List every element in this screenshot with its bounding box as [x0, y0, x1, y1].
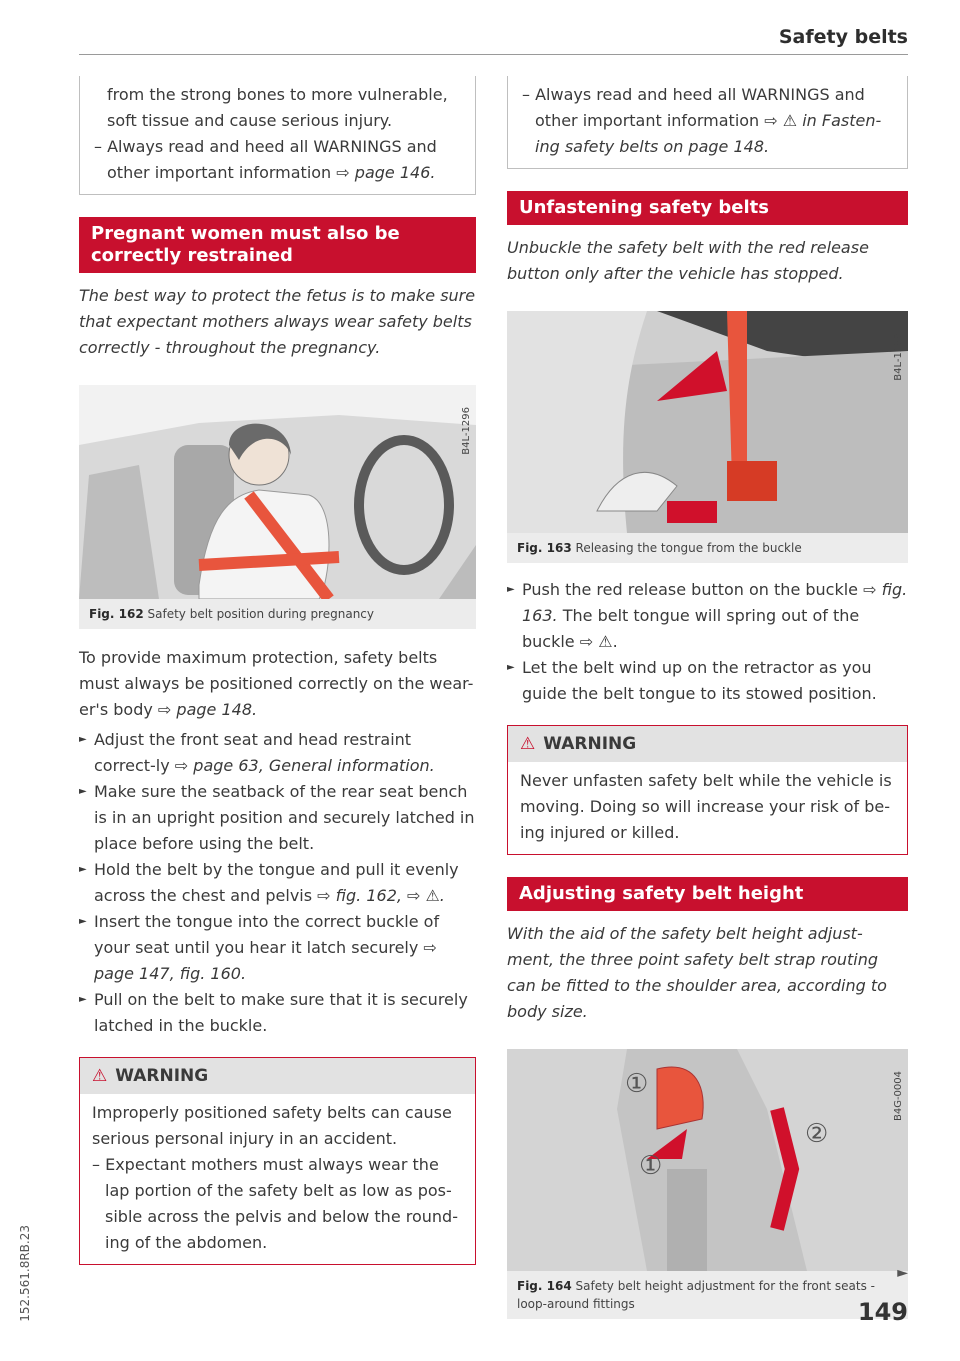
marker-one-top: ① [625, 1069, 649, 1099]
bullet-item [79, 779, 476, 857]
page-63-link[interactable]: page 63, General information. [193, 756, 435, 775]
fig-163-link[interactable]: fig. 163. [522, 580, 908, 625]
figure-162-illustration [79, 385, 476, 599]
fastening-belts-link[interactable]: in Fasten-ing safety belts on page 148. [535, 111, 882, 156]
left-column [79, 76, 476, 1265]
warning-title: WARNING [115, 1066, 209, 1086]
right-box-dash-b [522, 108, 893, 160]
intro-paragraph [79, 645, 476, 723]
bullet-list-left [79, 727, 476, 1039]
bullet-text: Make sure the seatback of the rear seat bench is in an upright position and securely latched in place before using the belt. [94, 782, 475, 853]
figure-162-label: Fig. 162 [89, 607, 144, 621]
continued-warning-box [79, 76, 476, 195]
right-box-dash-b-text: other important information ⇨ ⚠ [535, 111, 798, 130]
section-lead-pregnant: The best way to protect the fetus is to make sure that expectant mothers always wear safety belts correctly - throughout the pregnancy. [79, 286, 476, 357]
bullet-item [79, 909, 476, 987]
figure-163-label: Fig. 163 [517, 541, 572, 555]
figure-163-code: B4L-1298 [893, 333, 904, 381]
figure-164-caption-text: Safety belt height adjustment for the front seats - loop-around fittings [517, 1279, 875, 1311]
warning-header [80, 1058, 475, 1094]
side-code: 152.561.8RB.23 [18, 1225, 32, 1322]
figure-162-code: B4L-1296 [461, 407, 472, 455]
right-box-dash: – Always read and heed all WARNINGS and [522, 85, 865, 104]
section-title-height: Adjusting safety belt height [507, 877, 908, 911]
section-lead-unfastening: Unbuckle the safety belt with the red release button only after the vehicle has stopped. [507, 238, 869, 283]
header-rule [79, 54, 908, 55]
continue-arrow-icon: ► [897, 1265, 908, 1281]
bullet-text: Insert the tongue into the correct buckle of your seat until you hear it latch securely ⇨ [94, 912, 440, 957]
section-lead-height: With the aid of the safety belt height adjust-ment, the three point safety belt strap routing can be fitted to the shoulder area, according to body size. [507, 924, 887, 1021]
figure-162 [79, 385, 476, 599]
warning-header [508, 726, 907, 762]
figure-163-illustration [507, 311, 908, 533]
section-title-unfastening: Unfastening safety belts [507, 191, 908, 225]
page-147-link[interactable]: page 147, fig. 160. [94, 964, 247, 983]
warning-body [80, 1094, 475, 1264]
warning-title: WARNING [543, 734, 637, 754]
bullet-text: Pull on the belt to make sure that it is securely latched in the buckle. [94, 990, 468, 1035]
figure-162-caption [79, 599, 476, 629]
figure-164-label: Fig. 164 [517, 1279, 572, 1293]
figure-164 [507, 1049, 908, 1271]
bullet-item [79, 857, 476, 909]
fig-162-link[interactable]: fig. 162, ⇨ ⚠. [335, 886, 445, 905]
bullet-text: Hold the belt by the tongue and pull it evenly across the chest and pelvis ⇨ [94, 860, 459, 905]
warning-triangle-icon: ⚠ [92, 1066, 108, 1086]
warning-dash: – Expectant mothers must always wear the lap portion of the safety belt as low as pos-sible across the pelvis and below the round-ing of the abdomen. [92, 1155, 458, 1252]
marker-two: ② [805, 1119, 829, 1149]
bullet-item [79, 727, 476, 779]
figure-164-code: B4G-0004 [893, 1071, 904, 1122]
figure-164-caption [507, 1271, 908, 1319]
bullet-text: Push the red release button on the buckle ⇨ [522, 580, 877, 599]
intro-paragraph-text: To provide maximum protection, safety belts must always be positioned correctly on the wear-er's body ⇨ [79, 648, 474, 719]
warning-text: Never unfasten safety belt while the vehicle is moving. Doing so will increase your risk of be-ing injured or killed. [520, 771, 892, 842]
page-146-link[interactable]: page 146. [354, 163, 436, 182]
warning-body [508, 762, 907, 854]
section-title-pregnant: Pregnant women must also be correctly restrained [79, 217, 476, 273]
bullet-item [507, 655, 908, 707]
page-number: 149 [857, 1298, 908, 1326]
bullet-item [507, 577, 908, 655]
warning-box-unfasten [507, 725, 908, 855]
page-148-link[interactable]: page 148. [176, 700, 258, 719]
figure-163-caption-text: Releasing the tongue from the buckle [575, 541, 802, 555]
warning-triangle-icon: ⚠ [520, 734, 536, 754]
figure-163-caption [507, 533, 908, 563]
marker-one-bottom: ① [639, 1151, 663, 1181]
bullet-item [79, 987, 476, 1039]
right-column [507, 76, 908, 1319]
box-line-2: soft tissue and cause serious injury. [107, 111, 393, 130]
bullet-text: Adjust the front seat and head restraint correct-ly ⇨ [94, 730, 412, 775]
figure-162-caption-text: Safety belt position during pregnancy [147, 607, 374, 621]
bullet-list-right [507, 577, 908, 707]
box-dash-1b-text: other important information ⇨ [107, 163, 350, 182]
page-header-title: Safety belts [778, 26, 908, 48]
box-dash-1b [94, 160, 461, 186]
bullet-text: Let the belt wind up on the retractor as you guide the belt tongue to its stowed position. [522, 658, 877, 703]
bullet-tail: The belt tongue will spring out of the buckle ⇨ ⚠. [522, 606, 860, 651]
figure-164-illustration [507, 1049, 908, 1271]
warning-box-pregnancy [79, 1057, 476, 1265]
box-line-1: from the strong bones to more vulnerable, [107, 85, 448, 104]
figure-163 [507, 311, 908, 533]
box-dash-1: – Always read and heed all WARNINGS and [94, 137, 437, 156]
warning-text: Improperly positioned safety belts can cause serious personal injury in an accident. [92, 1103, 452, 1148]
continued-warning-box-right [507, 76, 908, 169]
